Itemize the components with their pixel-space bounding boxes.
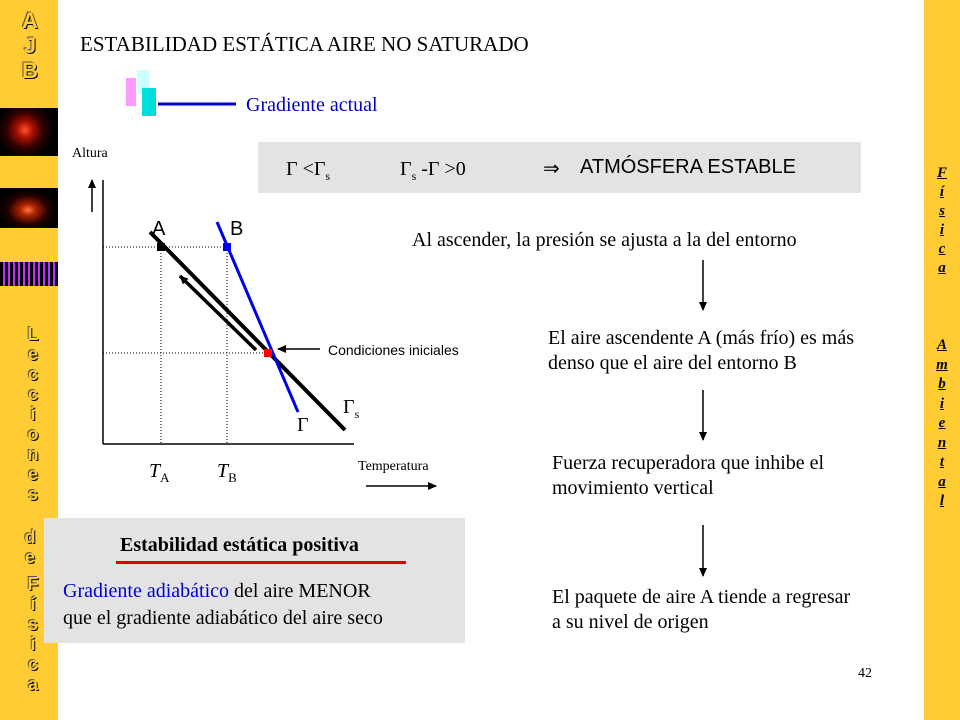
thumbnail-2 <box>0 188 58 228</box>
thumbnail-1 <box>0 108 58 156</box>
dry-adiabat-line <box>150 232 345 430</box>
summary-line-1: Gradiente adiabático del aire MENOR <box>63 580 371 602</box>
thumbnail-3 <box>0 262 58 286</box>
point-a-label: A <box>152 218 166 240</box>
initial-marker <box>264 349 272 357</box>
deco-block-cyan <box>142 88 156 116</box>
stability-diagram <box>60 140 520 500</box>
page-title: ESTABILIDAD ESTÁTICA AIRE NO SATURADO <box>80 32 529 56</box>
gamma-label: Γ <box>297 414 309 436</box>
point-b-marker <box>223 243 231 251</box>
fisica-link[interactable]: F í s i c a <box>936 165 947 276</box>
ambiental-link[interactable]: A m b i e n t a l <box>936 337 948 509</box>
initial-conditions-label: Condiciones iniciales <box>328 342 459 358</box>
condition-result: ATMÓSFERA ESTABLE <box>580 156 796 178</box>
de-vertical: d e <box>24 527 36 567</box>
tb-label: $T_B$ <box>217 460 237 485</box>
summary-line-2: que el gradiente adiabático del aire seco <box>63 607 383 629</box>
point-a-marker <box>157 243 165 251</box>
step-3: Fuerza recuperadora que inhibe el movimiento vertical <box>552 452 825 499</box>
implies-arrow: ⇒ <box>543 158 560 180</box>
step-2: El aire ascendente A (más frío) es más denso que el aire del entorno B <box>548 327 854 374</box>
ajb-logo: A J B <box>22 8 38 83</box>
x-axis-label: Temperatura <box>358 459 429 474</box>
lecciones-vertical: L e c c i o n e s <box>27 324 39 504</box>
condition-inequality: $\Gamma <\Gamma_s$ <box>286 158 331 183</box>
step-arrows <box>690 260 720 580</box>
ta-label: $T_A$ <box>149 460 170 485</box>
gamma-s-label: $\Gamma_s$ <box>343 396 360 421</box>
legend-graphic <box>120 66 240 122</box>
step-1: Al ascender, la presión se ajusta a la del entorno <box>412 229 797 251</box>
summary-heading: Estabilidad estática positiva <box>120 534 359 556</box>
legend-label: Gradiente actual <box>246 94 378 116</box>
page-number: 42 <box>858 666 872 681</box>
right-sidebar <box>924 0 960 720</box>
summary-box <box>44 518 465 643</box>
condition-difference: $\Gamma_s$ -Γ >0 <box>400 158 466 183</box>
summary-underline <box>116 561 406 564</box>
y-axis-label: Altura <box>72 146 108 161</box>
step-4: El paquete de aire A tiende a regresar a su nivel de origen <box>552 586 851 633</box>
fisica-vertical: F í s i c a <box>27 574 39 694</box>
deco-block-pink <box>126 78 136 106</box>
point-b-label: B <box>230 218 244 240</box>
